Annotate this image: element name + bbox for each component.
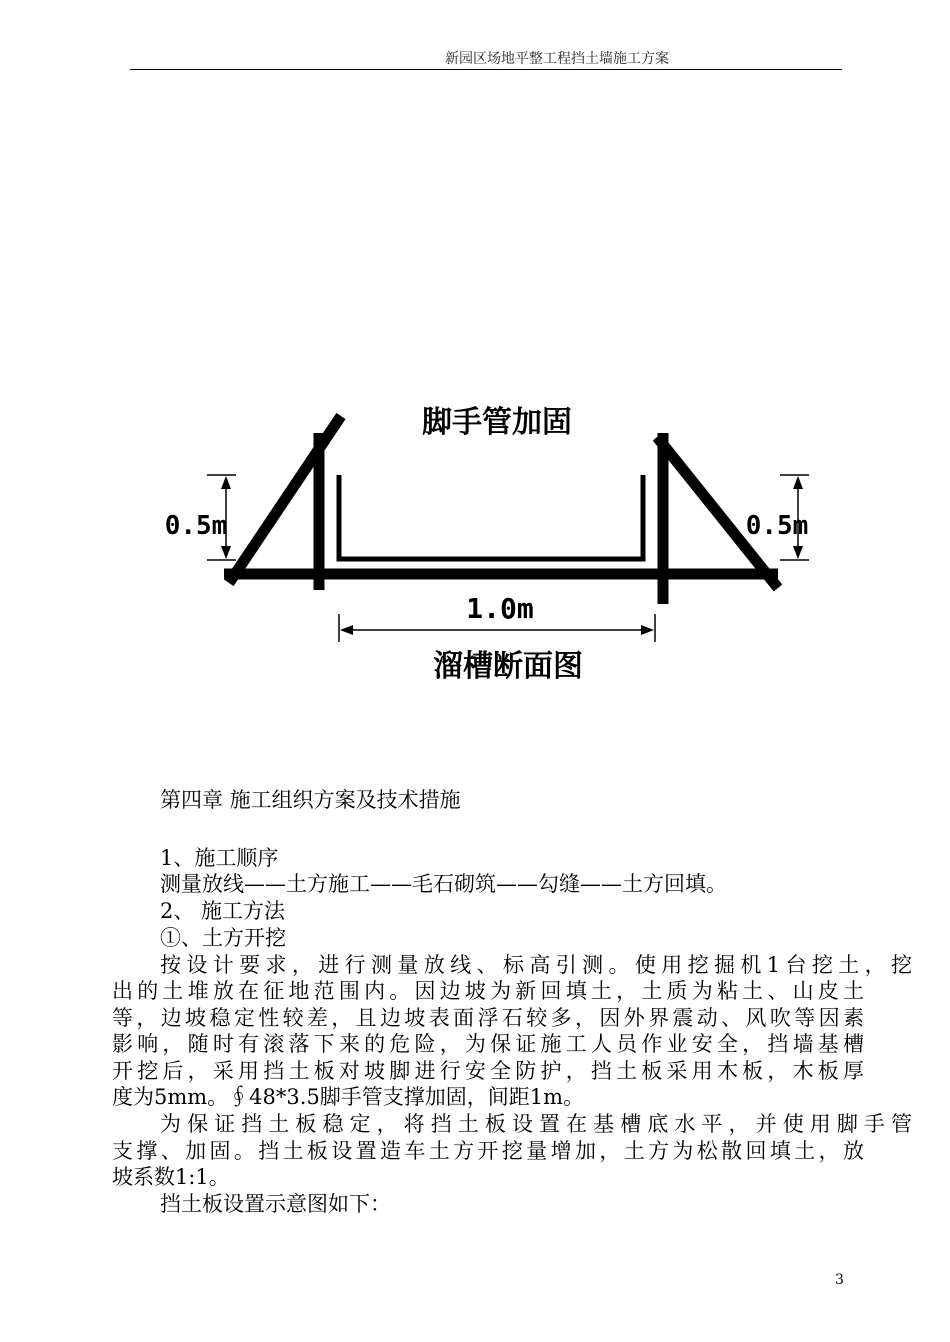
right-dim-arrow-up [793, 476, 803, 489]
right-dim-arrow-down [793, 546, 803, 559]
figure-intro: 挡土板设置示意图如下： [160, 1192, 391, 1216]
subsection1-heading: ①、土方开挖 [160, 926, 286, 950]
section2-heading: 2、 施工方法 [160, 899, 286, 923]
paragraph2-line: 坡系数1:1。 [112, 1165, 230, 1189]
paragraph1-line: 影响，随时有滚落下来的危险，为保证施工人员作业安全，挡墙基槽 [112, 1032, 864, 1056]
header-title: 新园区场地平整工程挡土墙施工方案 [445, 51, 669, 67]
chute-trough [339, 475, 643, 559]
left-dim-arrow-down [221, 546, 231, 559]
width-dim-arrow-left [340, 625, 353, 635]
chapter-heading: 第四章 施工组织方案及技术措施 [160, 788, 461, 812]
section1-text: 测量放线——土方施工——毛石砌筑——勾缝——土方回填。 [160, 872, 727, 896]
paragraph1-line: 按设计要求，进行测量放线、标高引测。使用挖掘机1台挖土，挖 [160, 953, 912, 977]
paragraph2-line: 为保证挡土板稳定，将挡土板设置在基槽底水平，并使用脚手管 [160, 1112, 912, 1136]
diagram-title: 脚手管加固 [422, 405, 572, 440]
width-dim-arrow-right [641, 625, 654, 635]
width-label: 1.0m [466, 592, 534, 625]
left-dim-arrow-up [221, 476, 231, 489]
paragraph1-line: 度为5mm。∮48*3.5脚手管支撑加固，间距1m。 [112, 1085, 585, 1109]
paragraph2-line: 支撑、加固。挡土板设置造车土方开挖量增加，土方为松散回填土，放 [112, 1139, 864, 1163]
paragraph1-line: 开挖后，采用挡土板对坡脚进行安全防护，挡土板采用木板，木板厚 [112, 1059, 864, 1083]
left-height-label: 0.5m [164, 511, 228, 541]
paragraph1-line: 等，边坡稳定性较差，且边坡表面浮石较多，因外界震动、风吹等因素 [112, 1006, 864, 1030]
paragraph1-line: 出的土堆放在征地范围内。因边坡为新回填土，土质为粘土、山皮土 [112, 979, 864, 1003]
page-number: 3 [835, 1272, 844, 1288]
right-height-label: 0.5m [745, 511, 809, 541]
section1-heading: 1、施工顺序 [160, 846, 279, 870]
diagram-caption: 溜槽断面图 [433, 649, 583, 684]
